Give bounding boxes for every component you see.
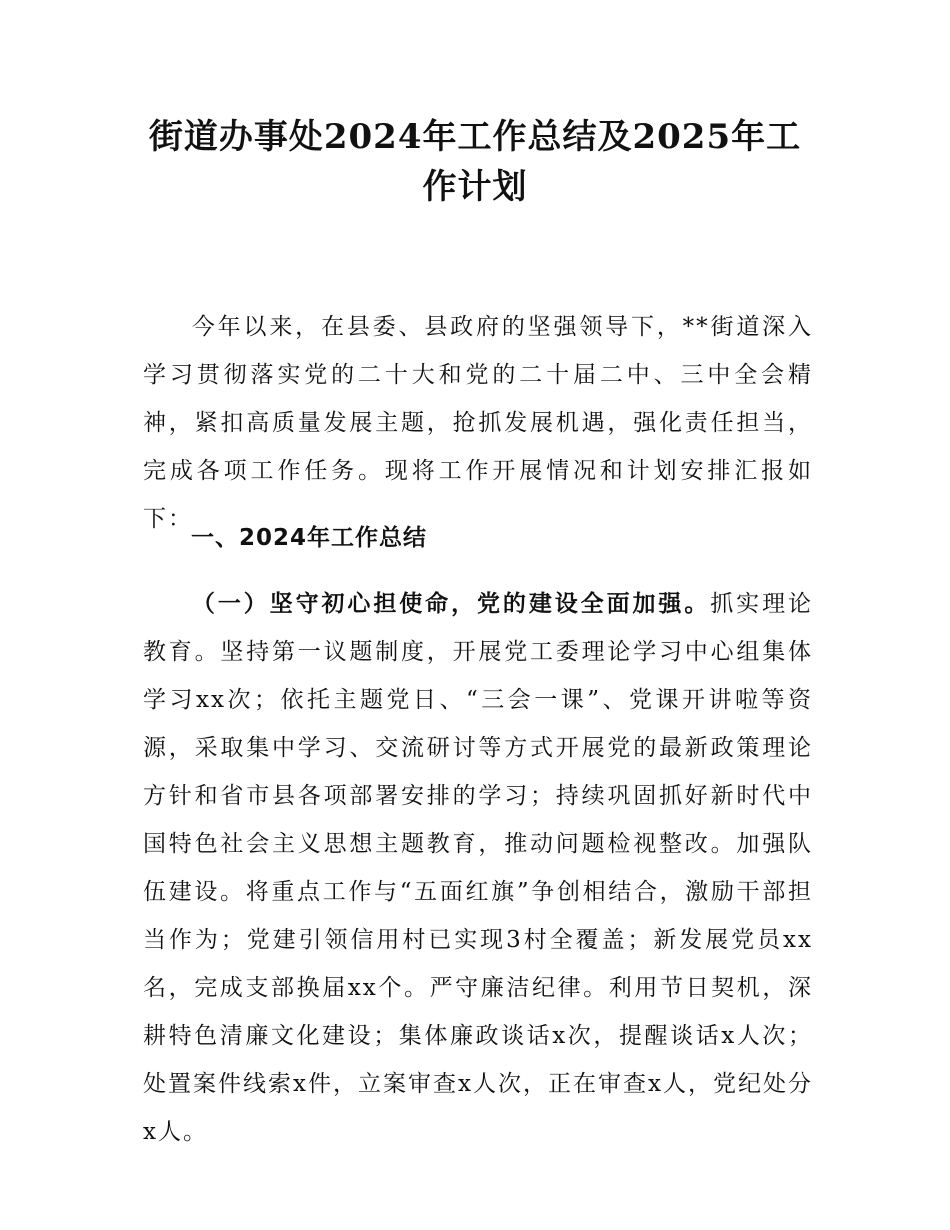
intro-paragraph [143, 303, 813, 543]
item-1-paragraph [143, 580, 813, 1156]
section-heading-paragraph [143, 514, 813, 562]
section-heading: 一、2024年工作总结 [191, 525, 428, 551]
item-1-body: 抓实理论教育。坚持第一议题制度，开展党工委理论学习中心组集体学习xx次；依托主题党日、“三会一课”、党课开讲啦等资源，采取集中学习、交流研讨等方式开展党的最新政策理论方针和省市县各项部署安排的学习；持续巩固抓好新时代中国特色社会主义思想主题教育，推动问题检视整改。加强队伍建设。将重点工作与“五面红旗”争创相结合，激励干部担当作为；党建引领信用村已实现3村全覆盖；新发展党员xx名，完成支部换届xx个。严守廉洁纪律。利用节日契机，深耕特色清廉文化建设；集体廉政谈话x次，提醒谈话x人次；处置案件线索x件，立案审查x人次，正在审查x人，党纪处分x人。 [143, 591, 814, 1145]
intro-text: 今年以来，在县委、县政府的坚强领导下，**街道深入学习贯彻落实党的二十大和党的二十届二中、三中全会精神，紧扣高质量发展主题，抢抓发展机遇，强化责任担当，完成各项工作任务。现将工作开展情况和计划安排汇报如下： [143, 314, 813, 532]
item-1-lead: （一）坚守初心担使命，党的建设全面加强。 [191, 591, 711, 617]
document-title: 街道办事处2024年工作总结及2025年工作计划 [148, 117, 802, 207]
